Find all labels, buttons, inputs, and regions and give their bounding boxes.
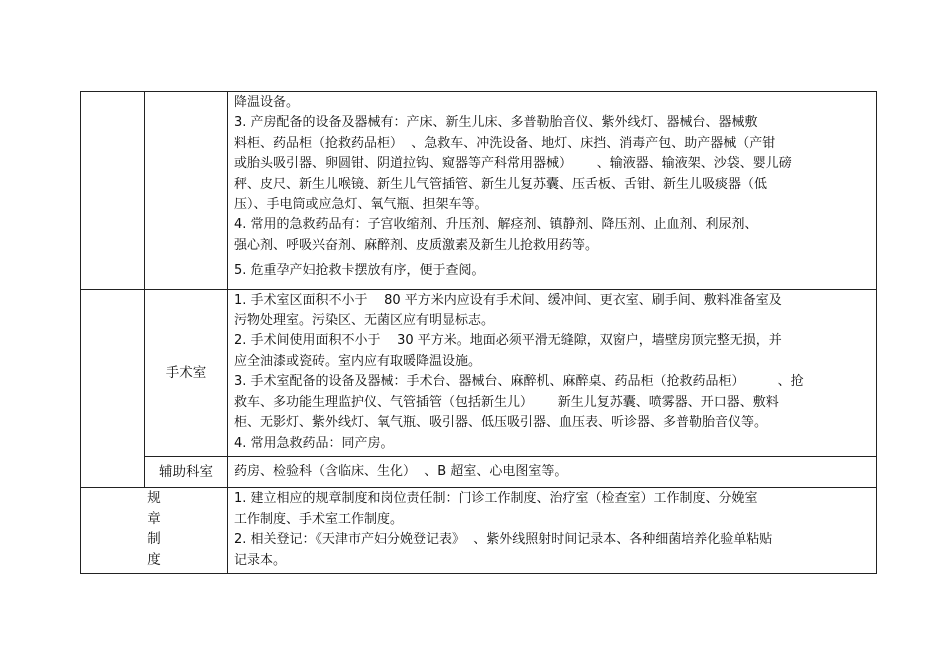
rules-regulations-content <box>228 488 877 574</box>
operating-room-label: 手术室 <box>145 289 228 456</box>
text-line: 污物处理室。污染区、无菌区应有明显标志。 <box>234 313 495 329</box>
cell-empty-category <box>81 289 145 488</box>
label-char: 度 <box>147 551 161 568</box>
rules-regulations-label <box>81 488 228 574</box>
row-auxiliary-departments <box>81 456 877 487</box>
row-rules-and-regulations <box>81 488 877 574</box>
text-line: 1. 手术室区面积不小于 80 平方米内应设有手术间、缓冲间、更衣室、刷手间、敷料准备室及 <box>234 292 782 308</box>
cell-empty-subcategory <box>145 92 228 290</box>
text-line: 记录本。 <box>234 552 287 568</box>
text-line: 3. 手术室配备的设备及器械：手术台、器械台、麻醉机、麻醉桌、药品柜（抢救药品柜） 、抢 <box>234 374 804 390</box>
row-operating-room <box>81 289 877 456</box>
delivery-room-content <box>228 92 877 290</box>
row-delivery-room <box>81 92 877 290</box>
text-line: 秤、皮尺、新生儿喉镜、新生儿气管插管、新生儿复苏囊、压舌板、舌钳、新生儿吸痰器（低 <box>234 176 768 192</box>
text-line: 1. 建立相应的规章制度和岗位责任制：门诊工作制度、治疗室（检查室）工作制度、分娩室 <box>234 491 758 507</box>
text-line: 药房、检验科（含临床、生化） 、B 超室、心电图室等。 <box>234 463 568 479</box>
auxiliary-departments-content <box>228 456 877 487</box>
label-char: 制 <box>147 531 161 548</box>
text-line: 2. 手术间使用面积不小于 30 平方米。地面必须平滑无缝隙，双窗户，墙壁房顶完整无损，并 <box>234 333 782 349</box>
text-line: 4. 常用急救药品：同产房。 <box>234 435 394 451</box>
cell-empty-category <box>81 92 145 290</box>
text-line: 压）、手电筒或应急灯、氧气瓶、担架车等。 <box>234 197 488 213</box>
text-line: 降温设备。 <box>234 95 300 110</box>
text-line: 料柜、药品柜（抢救药品柜） 、急救车、冲洗设备、地灯、床挡、消毒产包、助产器械（产钳 <box>234 135 776 151</box>
requirements-table <box>80 91 877 574</box>
label-char: 章 <box>147 510 161 527</box>
operating-room-content <box>228 289 877 456</box>
text-line: 5. 危重孕产妇抢救卡摆放有序，便于查阅。 <box>234 263 485 279</box>
text-line: 2. 相关登记：《天津市产妇分娩登记表》 、紫外线照射时间记录本、各种细菌培养化验单粘贴 <box>234 532 773 548</box>
text-line: 救车、多功能生理监护仪、气管插管（包括新生儿） 新生儿复苏囊、喷雾器、开口器、敷料 <box>234 394 779 410</box>
text-line: 应全油漆或瓷砖。室内应有取暖降温设施。 <box>234 353 482 369</box>
text-line: 或胎头吸引器、卵圆钳、阴道拉钩、窥器等产科常用器械） 、输液器、输液架、沙袋、婴儿磅 <box>234 156 792 172</box>
text-line: 3. 产房配备的设备及器械有：产床、新生儿床、多普勒胎音仪、紫外线灯、器械台、器械敷 <box>234 115 758 131</box>
text-line: 柜、无影灯、紫外线灯、氧气瓶、吸引器、低压吸引器、血压表、听诊器、多普勒胎音仪等。 <box>234 415 768 431</box>
text-line: 强心剂、呼吸兴奋剂、麻醉剂、皮质激素及新生儿抢救用药等。 <box>234 237 599 253</box>
label-char: 规 <box>147 490 161 507</box>
auxiliary-departments-label: 辅助科室 <box>145 456 228 487</box>
text-line: 工作制度、手术室工作制度。 <box>234 511 404 527</box>
text-line: 4. 常用的急救药品有：子宫收缩剂、升压剂、解痉剂、镇静剂、降压剂、止血剂、利尿剂、 <box>234 217 758 233</box>
